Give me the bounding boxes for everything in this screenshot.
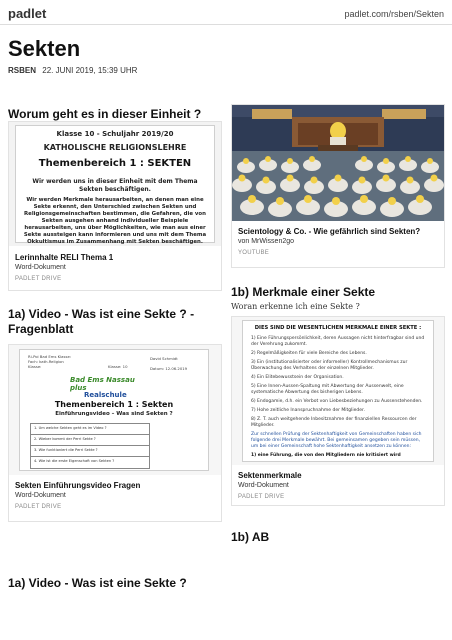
merkmal-item: Zur schnellen Prüfung der Sektenhaftigkeit von Gemeinschaften haben sich folgende drei Merkmale bewährt. Bei gemeinsamen gegeben sein müssen, um bei einer Gemeinschaft hohe Sektenhaftigkeit ansetzen zu können: (251, 432, 422, 449)
merkmal-item: 1) eine Führung, die von den Mitgliedern nie kritisiert wird (251, 453, 401, 458)
doc-preview[interactable] (232, 317, 444, 465)
school-logo (70, 376, 150, 399)
post-card-merkmale[interactable] (231, 316, 445, 506)
doc-topic-line: Themenbereich 1 : SEKTEN (38, 158, 192, 169)
cartoon-crowd-image (232, 105, 444, 221)
question-1: 1. Um welche Sekten geht es im Video ? (31, 424, 149, 435)
document-page (15, 125, 215, 243)
doc-header-right: David Schmidt Datum: 12.06.2019 (150, 356, 188, 371)
doc-preview[interactable] (9, 345, 221, 475)
doc-subject-line: KATHOLISCHE RELIGIONSLEHRE (43, 143, 187, 152)
section-description: Woran erkenne ich eine Sekte ? (231, 302, 360, 311)
doc-preview[interactable] (9, 122, 221, 246)
padlet-logo[interactable]: padlet (8, 6, 47, 21)
post-caption (15, 253, 113, 282)
merkmal-item: 7) Hohe zeitliche Inanspruchnahme der Mitglieder. (251, 408, 365, 413)
logo-line-1: Bad Ems Nassau plus (70, 376, 135, 392)
merkmal-item: 1) Eine Führungspersönlichkeit, deren Aussagen nicht hinterfragbar sind und der Verehrung zukommt. (251, 336, 425, 347)
section-heading-video: 1a) Video - Was ist eine Sekte ? (8, 576, 187, 590)
page-url[interactable]: padlet.com/rsben/Sekten (344, 9, 444, 19)
section-heading-ab: 1b) AB (231, 530, 270, 544)
header-divider (0, 24, 452, 25)
author[interactable]: RSBEN (8, 66, 37, 75)
doc-header-left: Ri-Poi Bad Ems Klasse: Fach: kath.Religion Klasse: (28, 354, 72, 369)
post-source: PADLET DRIVE (15, 276, 62, 282)
doc-class-line: Klasse 10 - Schuljahr 2019/20 (56, 130, 174, 138)
logo-line-2: Realschule (84, 391, 127, 399)
post-source: PADLET DRIVE (15, 504, 62, 510)
merkmale-list (251, 336, 425, 459)
merkmal-item: 4) Ein Elitebewusstsein der Organisation. (251, 375, 344, 380)
post-card-video[interactable] (231, 104, 445, 268)
doc-header-mid: Klasse: 10 (108, 364, 128, 369)
doc-title: Themenbereich 1 : Sekten (54, 400, 174, 409)
post-title[interactable]: Sekten Einführungsvideo Fragen (15, 481, 141, 490)
page-title: Sekten (8, 36, 81, 61)
post-caption (15, 481, 140, 510)
post-caption (238, 471, 302, 500)
question-table (30, 423, 150, 469)
post-subtitle: Word-Dokument (238, 482, 289, 489)
question-2: 2. Wieber kommt der Perri Sekte ? (31, 435, 149, 446)
video-thumbnail[interactable] (232, 105, 444, 221)
merkmal-item: 5) Eine Innen-Aussen-Spaltung mit Abwertung der Aussenwelt, eine systematische Abwertung des bisherigen Lebens. (251, 384, 404, 395)
merkmal-item: 8) Z. T. auch weitgehende Inbesitznahme der finanziellen Ressourcen der Mitglieder. (251, 417, 417, 428)
section-heading-einheit: Worum geht es in dieser Einheit ? (8, 107, 202, 121)
doc-paragraph-2: Wir werden Merkmale herausarbeiten, an denen man eine Sekte erkennt, den Unterschied zwischen Sekten und Religionsgemeinschaften bestimmen, die Gefahren, die von Sekten ausgehen anhand individueller Beispiele herausarbeiten, uns über Möglichkeiten, wie man aus einer Sekte aussteigen kann informieren und uns mit dem Thema Okkultismus im Zusammenhang mit Sekten beschäftigen. (23, 197, 207, 245)
post-title[interactable]: Lerinnhalte RELI Thema 1 (15, 253, 114, 262)
post-meta (8, 66, 137, 75)
post-title[interactable]: Scientology & Co. - Wie gefährlich sind Sekten? (238, 227, 421, 236)
post-card-lerninhalte[interactable] (8, 121, 222, 291)
section-heading-video-fragenblatt: 1a) Video - Was ist eine Sekte ? - Fragenblatt (8, 307, 195, 336)
post-subtitle: Word-Dokument (15, 264, 66, 271)
post-date: 22. JUNI 2019, 15:39 UHR (42, 66, 138, 75)
section-heading-merkmale: 1b) Merkmale einer Sekte (231, 285, 376, 299)
post-source: PADLET DRIVE (238, 494, 285, 500)
question-4: 4. Wie ist die erste Eigenschaft von Sekten ? (34, 459, 115, 463)
post-source: YOUTUBE (238, 250, 270, 256)
merkmal-item: 3) Ein (institutionalisierter oder informeller) Kontrollmechanismus zur Überwachung des Verhaltens der einzelnen Mitglieder. (251, 360, 408, 371)
post-title[interactable]: Sektenmerkmale (238, 471, 302, 480)
document-page (242, 320, 434, 462)
doc-title: DIES SIND DIE WESENTLICHEN MERKMALE EINER SEKTE : (254, 325, 422, 331)
post-subtitle: von MrWissen2go (238, 238, 295, 245)
doc-paragraph-1: Wir werden uns in dieser Einheit mit dem Thema Sekten beschäftigen. (32, 178, 198, 193)
post-subtitle: Word-Dokument (15, 492, 66, 499)
post-card-fragenblatt[interactable] (8, 344, 222, 522)
merkmal-item: 2) Regelmäßigkeiten für viele Bereiche des Lebens. (251, 351, 367, 356)
document-page (19, 349, 209, 471)
post-caption (238, 227, 442, 256)
question-3: 3. Wie funktioniert die Perri Sekte ? (31, 446, 149, 457)
doc-subtitle: Einführungsvideo – Was sind Sekten ? (55, 411, 173, 417)
merkmal-item: 6) Endogamie, d.h. ein Verbot von Liebesbeziehungen zu Aussenstehenden. (251, 399, 423, 404)
